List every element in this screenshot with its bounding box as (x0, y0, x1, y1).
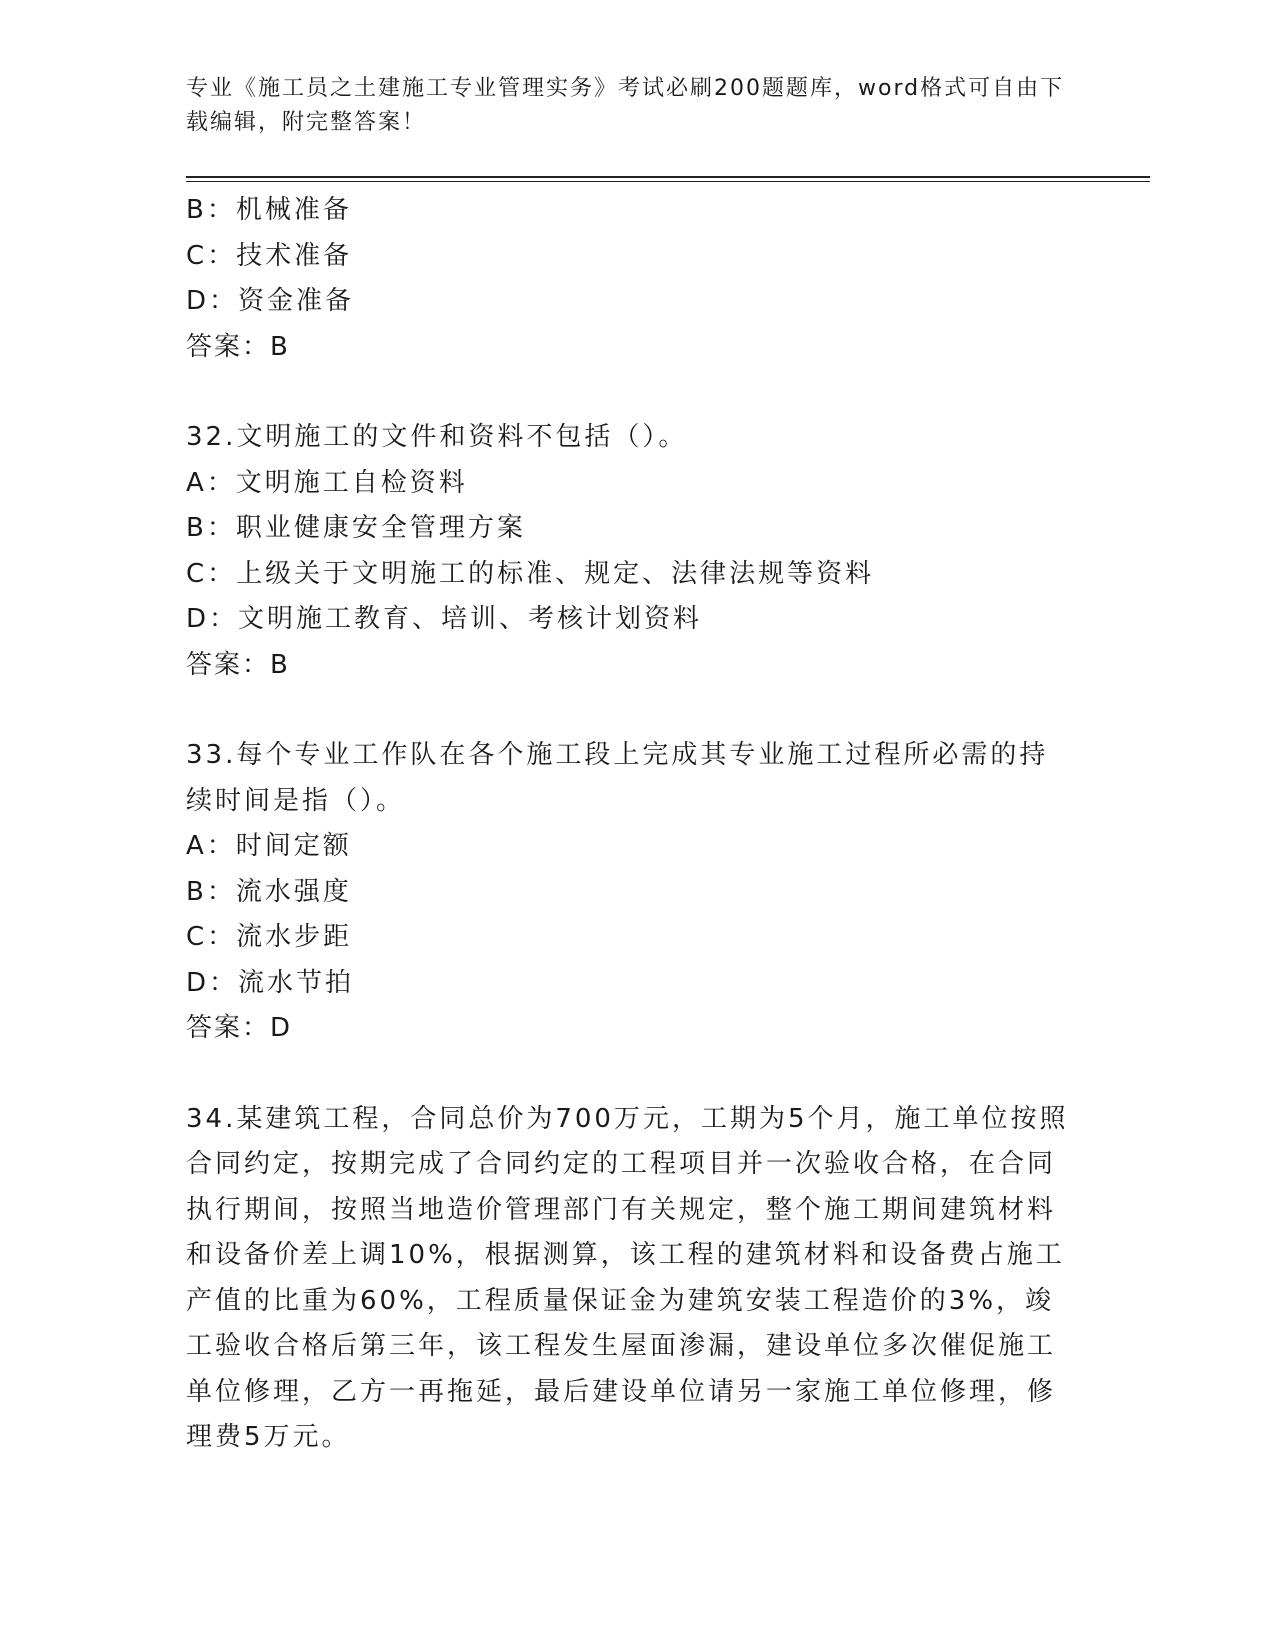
q31-option-d: D：资金准备 (186, 286, 355, 316)
q32-option-a: A：文明施工自检资料 (186, 467, 468, 498)
q32-answer: 答案：B (186, 649, 290, 680)
q31-option-b: B：机械准备 (186, 195, 352, 225)
spacer (186, 688, 1086, 733)
spacer (186, 370, 1086, 415)
q34-question: 34.某建筑工程，合同总价为700万元，工期为5个月，施工单位按照合同约定，按期完成了合同约定的工程项目并一次验收合格，在合同执行期间，按照当地造价管理部门有关规定，整个施工期间建筑材料和设备价差上调10%，根据测算，该工程的建筑材料和设备费占施工产值的比重为60%，工程质量保证金为建筑安装工程造价的3%，竣工验收合格后第三年，该工程发生屋面渗漏，建设单位多次催促施工单位修理，乙方一再拖延，最后建设单位请另一家施工单位修理，修理费5万元。 (186, 1103, 1069, 1452)
q31-option-c: C：技术准备 (186, 240, 353, 271)
header-divider (186, 176, 1150, 182)
question-content (186, 188, 1086, 1461)
q33-option-d: D：流水节拍 (186, 967, 355, 998)
q32-option-d: D：文明施工教育、培训、考核计划资料 (186, 604, 703, 634)
q33-answer: 答案：D (186, 1013, 293, 1043)
q33-option-b: B：流水强度 (186, 876, 352, 907)
q32-option-b: B：职业健康安全管理方案 (186, 513, 526, 543)
q31-answer: 答案：B (186, 331, 290, 362)
q33-question: 33.每个专业工作队在各个施工段上完成其专业施工过程所必需的持续时间是指（）。 (186, 740, 1049, 816)
q33-option-a: A：时间定额 (186, 831, 352, 861)
q32-option-c: C：上级关于文明施工的标准、规定、法律法规等资料 (186, 558, 875, 589)
spacer (186, 1052, 1086, 1097)
q32-question: 32.文明施工的文件和资料不包括（）。 (186, 422, 688, 452)
q33-option-c: C：流水步距 (186, 922, 353, 952)
document-header: 专业《施工员之土建施工专业管理实务》考试必刷200题题库，word格式可自由下载编辑，附完整答案！ (186, 76, 1065, 135)
